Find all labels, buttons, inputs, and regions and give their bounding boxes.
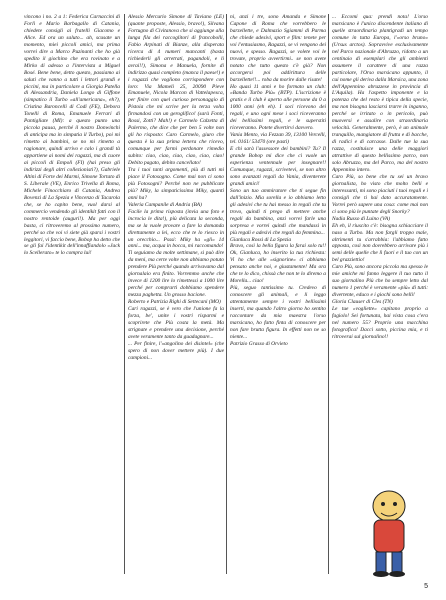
paragraph: Ti seguiamo da molte settimane, si può dire da meni, ma certe volte non abbiamo potuto prendere Più perché quando arrivavamo dal giornalaio era finito. Vorremmo anche che invece di 1200 lire lo rimettessi a 1000 lire perché per comprarti dobbiamo spendere mezza paghetta. Un grosso bacione. — [128, 250, 224, 299]
paragraph: ... Eccomi qua: prendi nota! L'orso marsicano è l'unico discendente italiano di quelle straordinaria plantigradi un tempo comune in tutta Europa, l'«orso bruno» (Ursus arctos). Sopravvive esclusivamente nel Parco nazionale d'Abruzzo, ridotto a un centinaio di esemplari che gli ambienti assumere il carattere di una razza particolare, l'Orso marsicano appunto, il cui nome gli deriva dalla Marsica, una zona dell'Appennino abruzzese in provincia di L'Aquila). Ha l'aspetto imponente e la potenza che del resto è tipica della specie, ma non bisogna lasciarsi trarre in inganno, perché se irritato o in pericolo, può muoversi e assalire con straordinaria velocità. Generalmente, però, è un animale tranquillo, mangiatore di frutta e di bacche, di radici e di carcasse. Dalle tue la sua razza, costituisce una delle maggiori attrattive di questo bellissimo parco, non solo Abruzzo, ma del Parco, ma del nostro Appennino intero. — [332, 14, 428, 173]
column-divider — [124, 14, 125, 574]
signature: Patrizio Grasso di Orvieto — [230, 340, 288, 347]
paragraph: Caro Più, so bene che tu sei un bravo giornalista, ho visto che molto belli e interessanti, mi sono piaciuti i tuoi regali e i consigli che ti hai dato accuratamente. Vorrei però sapere una cosa: come mai non ci sono più le puntate degli Snorky? — [332, 173, 428, 215]
paragraph: Bravo, così la bella figura la farai solo tu!! Ok, Gianluca, ho inserito la tua richiesta: Vi ho che alle «signorine» ci abbiamo pensato anche noi, e giustamente! Ma ora che te lo dico, chissà che non te lo diremo a Morella... ciao! — [230, 243, 326, 285]
paragraph: Ho quasi 11 anni e ho formato un club: «Banda Turbo Più» (BTP). L'iscrizione è gratis e il club è aperto alle persone da 0 a 1000 anni (eh eh). I soci ricevono dei regali, e uno ogni mese i soci riceveranno dei bellissimi regali, e le superstiti riceveranno. Potete divertirvi davvero. — [230, 83, 326, 132]
signature: Vania Mento, via Fezzan 39, 13100 Vercelli, tel. 0161/ 53470 (ore pasti) — [230, 132, 326, 146]
column-divider — [328, 14, 329, 574]
paragraph: Le tue «vogliette» capitano proprio a fagiolo! Sei fortunata, hai vista cosa c'era nel numero 55? Proprio una macchina fotografica! Dacci sotto, piccina mia, e ti ritroverai sul giornalino!! — [332, 306, 428, 340]
paragraph: ... Per finire, l'«angolino dei disintel» (che spero di non dover mettere più). I due campioni... — [128, 340, 224, 361]
paragraph: Eh eh, il riuscito c'è: bisogna schiacciare il naso a Turbo. Ma non fargli troppo male, altrimenti tu s'arrabbia: l'abbiamo fatto apposta, così non dovrebbero arrivare più i semi delle quelle che lì fuori e il tuo con un bel grazziettio! — [332, 222, 428, 264]
paragraph: Più, seguo tantissimo tu. Credevo di conoscere gli animali, e li leggo attentamente sempre i vostri bellissimi inserti, ma quando l'altro giorno ho sentito raccontare da mia maestra l'orso marsicano, ho fatto finta di conoscere per non fare brutta figura. In effetti non ne so niente... — [230, 285, 326, 340]
signature: Roberto e Patrizia Righi di Settecani (MO) — [128, 299, 221, 306]
column-1 — [24, 14, 120, 574]
column-2 — [128, 14, 224, 574]
paragraph: E chi sarà l'assessore dei bambini? Tu? Il grande Bobop mi dice che ci vuole un esperienza ventennale per insegnare!! Comunque, ragazzi, scrivetevi, se non altro sono avanzati regali da Vania, diventerete grandi amici! — [230, 146, 326, 187]
column-1-text: vincono i no. 2 a 1: Federica Carnaccini di Forlì e Mario Barbagallo di Catania, chiedete consigli ai fratelli Giacomo e Alice. Ed ora un saluto... ah, scusate un momento, miei piccoli amici, ma prima vorrei dire a Marco Puzinanti che ho già spedito il giochino che era rovinato e a Mirko di adesso a l'intervista a Miguel Bosé. Bene bene, detto questo, passiamo ai saluti che vanno a tutti i lettori grandi e piccini, ma in particolare a Giorgia Patella di Alessandria, Daniela Longo di Giffone (simpatico il Turbo «all'americana», eh?), Cristina Baroncelli di Codi (FE), Debora Tonelli di Roma, Emanuele Ferrari di Pantigliate (MI): a questo punto una piccola pausa, perché il nostro Donwinchi di anticipa ma in simpatia il Turbo), poi mi rimetto ai bambini, se no mi rimetto a ragionare, quindi arrivo e calo i grandi tà appartiene ai nomi dei ragazzi, ma di cuore ai piccoli di Empoli (FI) (hai preso gli indirizzi degli altri collezionisti?), Gabriele Altini di Forte dei Marmi, Simone Tortato di S. Liberale (VE), Enrico Trivella di Roma, Michele Finocchiaro di Catania, Andrea Bovenzi di La Spezia e Vincenzo di Tacarola che, se ho capito bene, vuol darsi al commercio vendendo gli identikit fatti con il nostro rentoide (auguri!). Ma per oggi basta, ci ritroveremo al prossimo numero, perché so che voi vi siete già sparsi i vostri leggitori, vi faccio bene, Bobop ha detto che se gli fai l'identikit dell'innaffiandolo «Jack lo Scellerato» te lo compra lui! — [24, 14, 120, 257]
signature: Gianluca Rossi di La Spezia — [230, 236, 292, 243]
paragraph: Caro Più, sono ancora piccola ma spesso le mie amiche mi fanno leggere il tuo tutto il suo giornalino Più che ho sempre letto dal numero 1 perché è veramente «più» di tutti: divertente, educo e i giochi sono belli! — [332, 264, 428, 299]
letters-page — [24, 14, 428, 586]
page-number: 5 — [424, 583, 428, 590]
signature: Gloria Clauser di Cles (TN) — [332, 299, 393, 306]
paragraph: ni, anzi i tre, sono Amanda e Simone Capone di Roma che vorrebbero le barzellette, e Dalmazio Sgiammi di Parma che chiede adesivi, sport e film: tenete per voi l'entusiasmo, Ragazzi, se vi vengono dei nuovi, e spesso. Ragazzi, se volete voi le trovate, proprio avvertirmi.. se non avete notato che tutto questo c'è già? Non accorgersi poi addirittura delle barzellette!!... roba da morire dalle risate! — [230, 14, 326, 83]
signature: Nadia Russo di Luino (VA) — [332, 215, 390, 222]
paragraph: Alessio Mercurio Simone di Taviano (LE) (quante proposte, Alessio, bravo!), Silvana Fortugno di Civitanova che si aggiunge alla lunga fila dei raccoglitori di francobolli, Fabio Arpinati di Bianze, alla disperata ricerca di 4 numeri mancanti (basta richiederli gli arretrati, pagandoli, e li avrai!!), Simona e Manuela, fornite di indirizzo quasi completo (manca il paese!) e i ragazzi che vogliono corrispondere con loro: Via Mameli 25, 20090 Pieve Emanuele, Nicola Marcon di Vattelapesca, per finire con quel curioso personaggio di Pistoia che mi scrive per la terza volta firmandosi con un geroglifico! (sarà Fonti, Rossi, Zotti? Mah!) e Carmelo Calzetta di Palermo, che dice che per ben 5 volte non gli ho risposto: Caro Carmelo, giuro che questa è la sua prima lettera che ricevo, comunque per farmi perdonare rimedio subito: ciao, ciao, ciao, ciao, ciao, ciao! Debito pagato, debito cancellato! — [128, 14, 224, 167]
paragraph: Cari ragazzi, se è vero che l'unione fa la forza, be', unite i vostri risparmi e scoprirete che Più costa la metà. Ma strignate e prendere una decisione, perché avete veramente tanto da guadagnare... — [128, 306, 224, 340]
paragraph: Facile la prima risposta (invia una foto e incrocia le dita!), più delicata la seconda, ma se la vuole provare a fare la domanda direttamente a lei, ecco che te lo riesco in un orecchio... Psssi: Miky ha «gli» 14 anni... ma, acqua in bocca, mi raccomando! — [128, 208, 224, 250]
signature: Valeria Campanile di Andria (BA) — [128, 201, 202, 208]
paragraph: Sono un tuo ammiratore che ti segue fin dall'inizio. Mia sorella e io abbiamo letto gli adesivi che tu hai messo in regali che tu trovo, quindi ti prego di mettere anche regali da bambina, anzi vorrei farle una sorpresa e vorrei quindi che mandassi in più regali e adesivi che regali da femmina... — [230, 187, 326, 236]
paragraph: Tra i tuoi tanti argomenti, più di tutti mi piace il Fotosogno. Come mai non ci sono più Fotosogni? Perché non ne pubblicate più? Miky, la simpaticissima Miky, quanti anni ha? — [128, 166, 224, 201]
cartoon-character-icon — [354, 484, 424, 579]
column-divider — [226, 14, 227, 574]
column-3 — [230, 14, 326, 574]
